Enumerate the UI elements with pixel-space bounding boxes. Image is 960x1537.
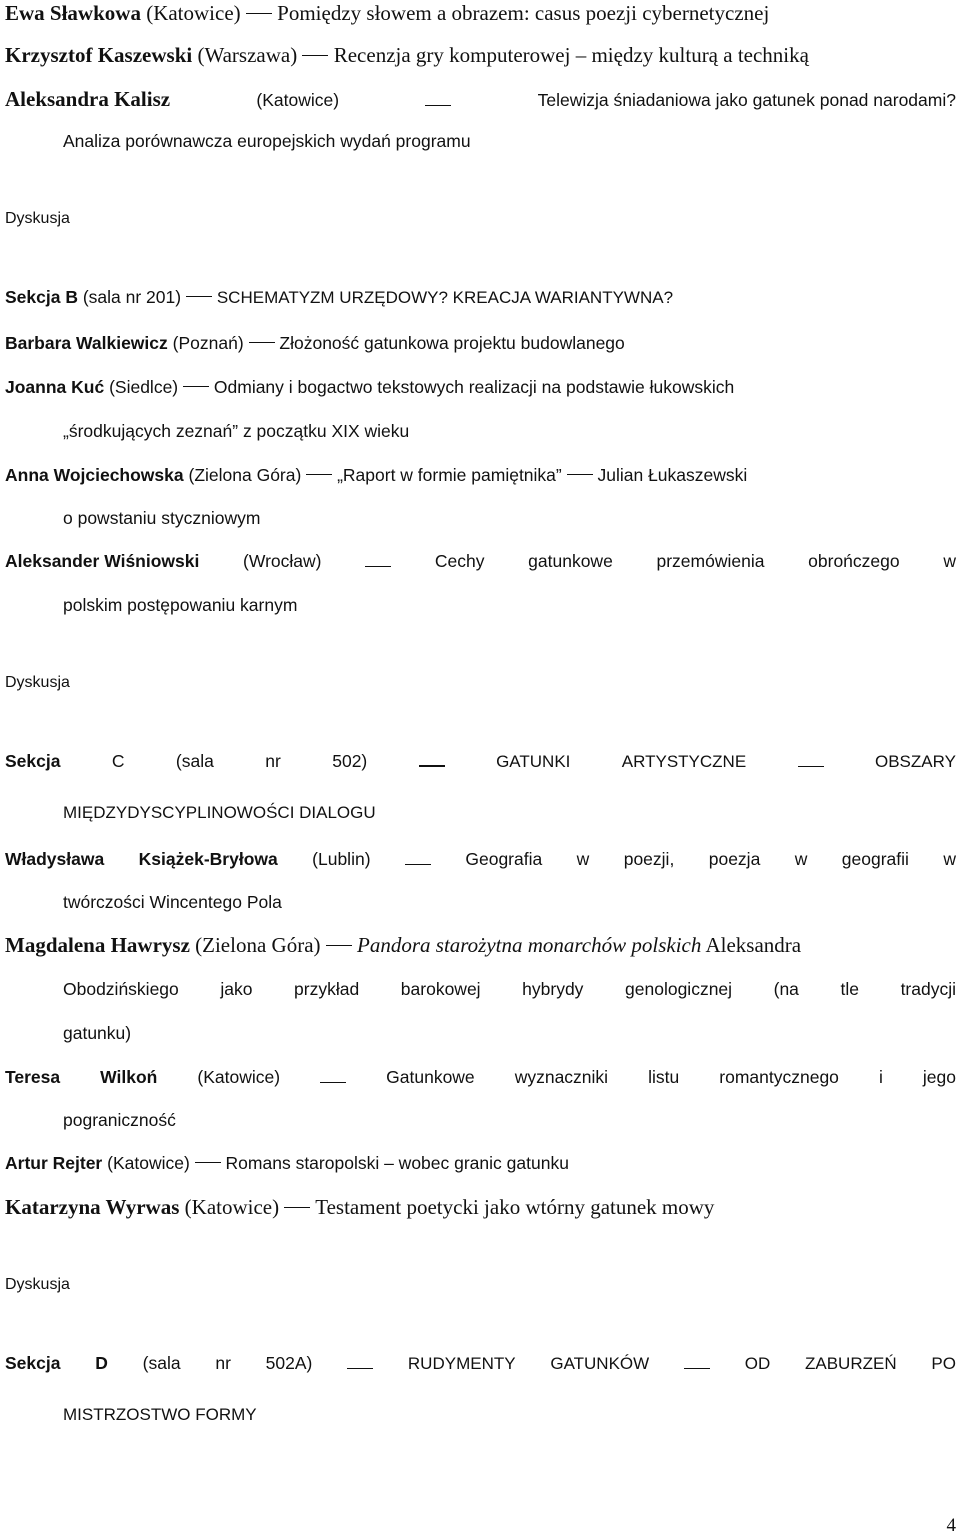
dash xyxy=(186,296,212,297)
talk-title: „Raport w formie pamiętnika” xyxy=(337,465,562,485)
program-entry xyxy=(5,42,956,68)
talk-title-continued: pograniczność xyxy=(63,1110,176,1130)
title-word: barokowej xyxy=(400,979,481,999)
talk-title: Pomiędzy słowem a obrazem: casus poezji cybernetycznej xyxy=(277,1,770,25)
section-title-word: GATUNKÓW xyxy=(550,1354,650,1373)
section-heading xyxy=(5,1350,956,1377)
speaker-city: (Zielona Góra) xyxy=(188,465,302,485)
dash xyxy=(405,864,431,865)
section-title-continued: MIĘDZYDYSCYPLINOWOŚCI DIALOGU xyxy=(63,803,376,822)
section-title-word: RUDYMENTY xyxy=(407,1354,516,1373)
talk-title-continued: o powstaniu styczniowym xyxy=(63,508,261,528)
section-word: 502A) xyxy=(265,1353,313,1373)
title-word: listu xyxy=(648,1067,680,1087)
title-word: hybrydy xyxy=(522,979,584,999)
program-entry xyxy=(5,330,956,356)
dash xyxy=(798,766,824,767)
talk-title: Telewizja śniadaniowa jako gatunek ponad narodami? xyxy=(537,90,956,110)
title-word: poezji, xyxy=(623,849,675,869)
speaker-city: (Lublin) xyxy=(312,849,371,869)
speaker-city: (Katowice) xyxy=(184,1195,280,1219)
talk-title: Recenzja gry komputerowej – między kulturą a techniką xyxy=(333,43,809,67)
title-word: w xyxy=(943,849,956,869)
talk-title-extra: Aleksandra xyxy=(705,933,802,957)
speaker-name: Anna Wojciechowska xyxy=(5,465,184,485)
dash xyxy=(246,13,272,14)
talk-title-extra: Julian Łukaszewski xyxy=(597,465,748,485)
title-word: wyznaczniki xyxy=(514,1067,609,1087)
talk-title-continued: gatunku) xyxy=(63,1023,132,1043)
dash xyxy=(365,566,391,567)
dash xyxy=(425,105,451,106)
dash xyxy=(419,765,445,767)
dash xyxy=(249,342,275,343)
dash xyxy=(195,1162,221,1163)
program-entry xyxy=(5,374,956,400)
title-word: poezja xyxy=(708,849,761,869)
speaker-city: (Warszawa) xyxy=(197,43,298,67)
section-letter: D xyxy=(95,1353,108,1373)
talk-title: Odmiany i bogactwo tekstowych realizacji na podstawie łukowskich xyxy=(213,377,735,397)
program-entry xyxy=(5,0,956,26)
speaker-city: (Wrocław) xyxy=(243,551,322,571)
speaker-name: Ewa Sławkowa xyxy=(5,1,141,25)
section-title-word: OBSZARY xyxy=(874,752,956,771)
dash xyxy=(567,474,593,475)
speaker-name: Artur Rejter xyxy=(5,1153,103,1173)
program-entry xyxy=(5,1194,956,1220)
speaker-name: Magdalena Hawrysz xyxy=(5,933,190,957)
speaker-city: (Poznań) xyxy=(172,333,244,353)
title-word: w xyxy=(794,849,808,869)
dash xyxy=(684,1368,710,1369)
talk-title-continued: polskim postępowaniu karnym xyxy=(63,595,298,615)
section-title-word: GATUNKI xyxy=(496,752,571,771)
talk-title-continued: twórczości Wincentego Pola xyxy=(63,892,282,912)
program-entry xyxy=(5,548,956,574)
talk-title: Testament poetycki jako wtórny gatunek mowy xyxy=(315,1195,715,1219)
section-word: nr xyxy=(265,751,281,771)
title-word: tradycji xyxy=(900,979,956,999)
speaker-name: Aleksander Wiśniowski xyxy=(5,551,200,571)
speaker-city: (Siedlce) xyxy=(109,377,179,397)
title-word: Geografia xyxy=(465,849,543,869)
program-entry xyxy=(5,1064,956,1090)
section-heading xyxy=(5,284,956,311)
title-word: romantycznego xyxy=(719,1067,839,1087)
title-word: gatunkowe xyxy=(528,551,613,571)
talk-title: Złożoność gatunkowa projektu budowlanego xyxy=(279,333,625,353)
section-room: (sala nr 201) xyxy=(82,287,182,307)
dash xyxy=(326,945,352,946)
title-word: jego xyxy=(922,1067,956,1087)
section-title-word: ARTYSTYCZNE xyxy=(621,752,747,771)
section-word: (sala xyxy=(175,751,214,771)
title-word: przykład xyxy=(294,979,360,999)
title-word: jako xyxy=(220,979,253,999)
section-title-word: OD xyxy=(744,1354,771,1373)
dash xyxy=(284,1207,310,1208)
title-word: geografii xyxy=(841,849,909,869)
section-name: Sekcja xyxy=(5,751,61,771)
section-title-word: ZABURZEŃ xyxy=(805,1354,897,1373)
speaker-city: (Zielona Góra) xyxy=(195,933,321,957)
talk-title-italic: Pandora starożytna monarchów polskich xyxy=(357,933,702,957)
title-word: w xyxy=(576,849,590,869)
title-word: przemówienia xyxy=(656,551,765,571)
title-word: genologicznej xyxy=(625,979,733,999)
speaker-city: (Katowice) xyxy=(107,1153,190,1173)
program-entry xyxy=(5,462,956,488)
speaker-name: Katarzyna Wyrwas xyxy=(5,1195,180,1219)
dash xyxy=(320,1082,346,1083)
talk-title-continued: Analiza porównawcza europejskich wydań programu xyxy=(63,131,471,151)
speaker-name: Książek-Bryłowa xyxy=(138,849,278,869)
title-word: w xyxy=(943,551,956,571)
program-entry xyxy=(5,1150,956,1176)
dash xyxy=(183,386,209,387)
title-word: (na xyxy=(773,979,799,999)
dash xyxy=(302,55,328,56)
talk-title-continued xyxy=(63,976,956,1002)
speaker-name: Barbara Walkiewicz xyxy=(5,333,168,353)
title-word: obrończego xyxy=(808,551,900,571)
speaker-name: Joanna Kuć xyxy=(5,377,105,397)
speaker-city: (Katowice) xyxy=(146,1,241,25)
discussion-label: Dyskusja xyxy=(5,1276,70,1293)
section-heading xyxy=(5,748,956,775)
title-word: Cechy xyxy=(434,551,485,571)
title-word: Obodzińskiego xyxy=(63,979,179,999)
section-word: nr xyxy=(215,1353,231,1373)
page-number: 4 xyxy=(946,1515,956,1536)
section-title-word: PO xyxy=(931,1354,956,1373)
speaker-name: Teresa xyxy=(5,1067,61,1087)
dash xyxy=(347,1368,373,1369)
talk-title: Romans staropolski – wobec granic gatunku xyxy=(225,1153,569,1173)
section-name: Sekcja xyxy=(5,1353,61,1373)
section-word: C xyxy=(111,751,125,771)
title-word: tle xyxy=(840,979,859,999)
discussion-label: Dyskusja xyxy=(5,674,70,691)
program-entry xyxy=(5,846,956,872)
section-title: SCHEMATYZM URZĘDOWY? KREACJA WARIANTYWNA? xyxy=(216,288,674,307)
speaker-name: Wilkoń xyxy=(100,1067,158,1087)
speaker-name: Aleksandra Kalisz xyxy=(5,87,171,111)
section-title-continued: MISTRZOSTWO FORMY xyxy=(63,1405,257,1424)
section-word: (sala xyxy=(142,1353,181,1373)
section-word: 502) xyxy=(332,751,368,771)
speaker-city: (Katowice) xyxy=(197,1067,281,1087)
dash xyxy=(306,474,332,475)
title-word: Gatunkowe xyxy=(386,1067,475,1087)
speaker-name: Krzysztof Kaszewski xyxy=(5,43,193,67)
program-entry xyxy=(5,86,956,113)
title-word: i xyxy=(878,1067,883,1087)
talk-title-continued: „środkujących zeznań” z początku XIX wieku xyxy=(63,421,410,441)
section-name: Sekcja B xyxy=(5,287,78,307)
discussion-label: Dyskusja xyxy=(5,210,70,227)
speaker-city: (Katowice) xyxy=(256,90,340,110)
speaker-name: Władysława xyxy=(5,849,105,869)
program-entry xyxy=(5,932,956,958)
